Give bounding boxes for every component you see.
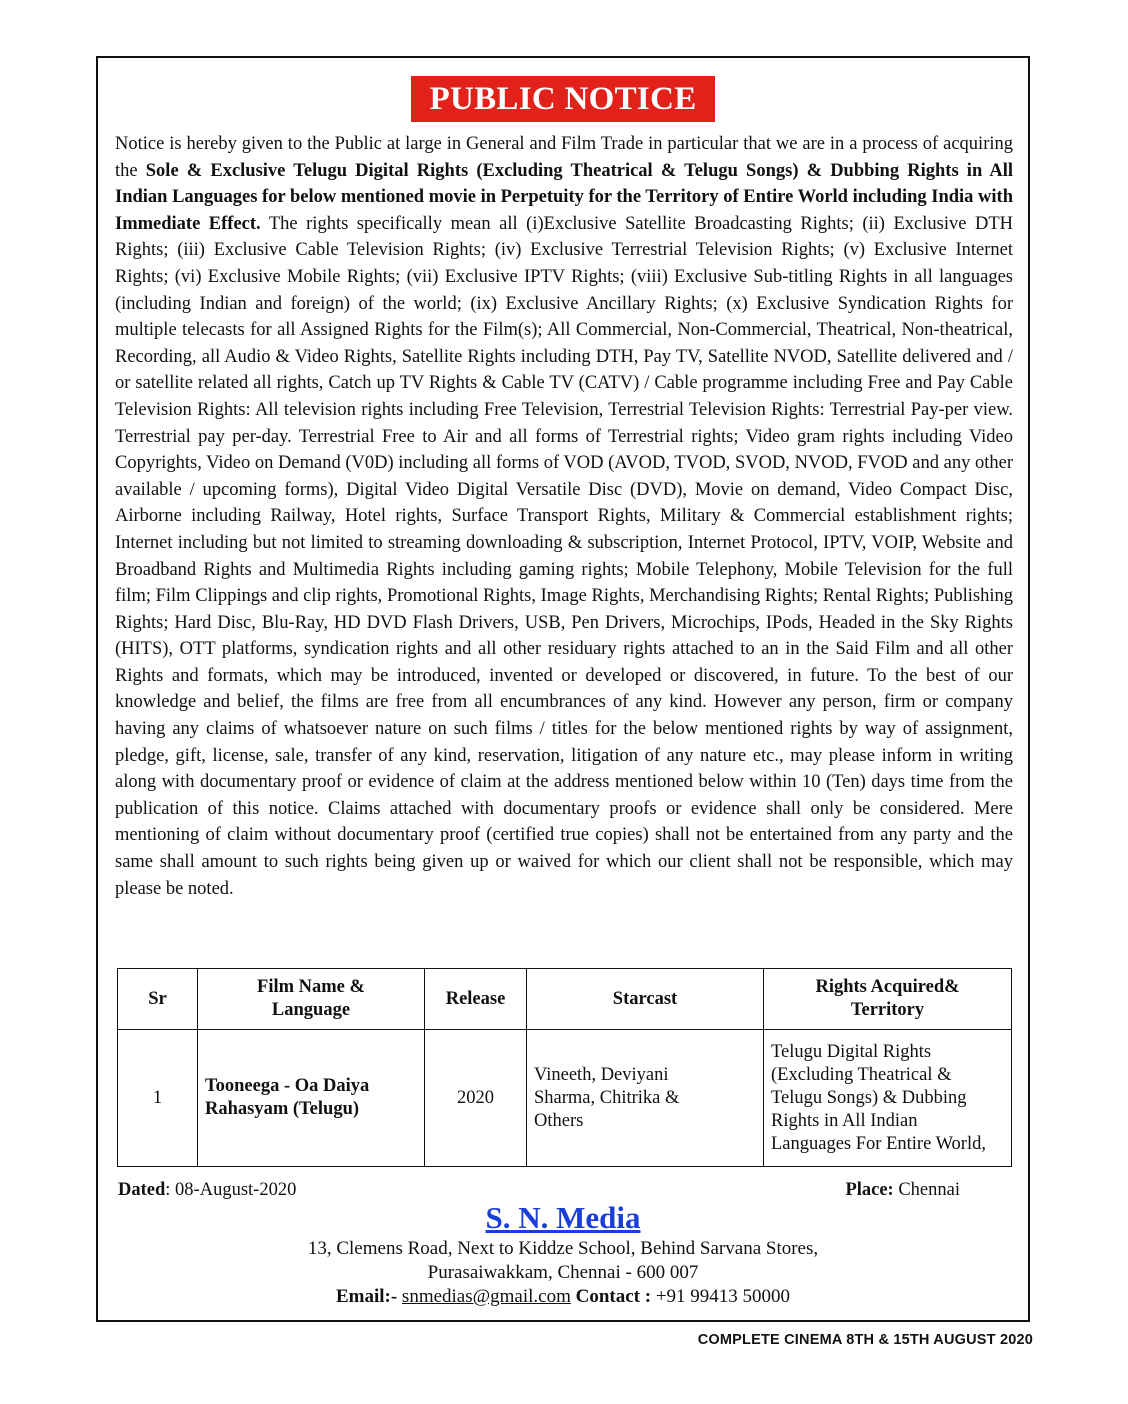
- header-film-line1: Film Name &: [257, 977, 365, 997]
- place-value: Chennai: [893, 1180, 960, 1200]
- header-film: [198, 969, 425, 1030]
- notice-bold-terms: Sole & Exclusive Telugu Digital Rights (Excluding Theatrical & Telugu Songs) & Dubbing Rights in All Indian Languages for below mentioned movie in Perpetuity for the Territory of Entire World including India with Immediate Effect.: [115, 160, 1013, 234]
- notice-intro: Notice is hereby given to the Public at large in General and Film Trade in particular that we are in a process of acquiring the: [115, 134, 1013, 181]
- cell-rights-line5: Languages For Entire World,: [771, 1133, 986, 1154]
- cell-rights-line2: (Excluding Theatrical &: [771, 1064, 952, 1085]
- dated-value: : 08-August-2020: [165, 1180, 297, 1200]
- dated-label: Dated: [118, 1180, 166, 1200]
- notice-body: [115, 131, 1013, 902]
- cell-rights: [764, 1030, 1012, 1167]
- cell-star-line2: Sharma, Chitrika &: [534, 1087, 680, 1108]
- contact-value: +91 99413 50000: [651, 1286, 791, 1307]
- cell-star-line3: Others: [534, 1110, 584, 1131]
- header-release: Release: [425, 969, 527, 1030]
- cell-film: [198, 1030, 425, 1167]
- cell-rights-line3: Telugu Songs) & Dubbing: [771, 1087, 967, 1108]
- place-label: Place:: [845, 1180, 894, 1200]
- notice-rights-text: The rights specifically mean all (i)Exclusive Satellite Broadcasting Rights; (ii) Exclusive DTH Rights; (iii) Exclusive Cable Television Rights; (iv) Exclusive Terrestrial Television Rights; (v) Exclusive Internet Rights; (vi) Exclusive Mobile Rights; (vii) Exclusive IPTV Rights; (viii) Exclusive Sub-titling Rights in all languages (including Indian and foreign) of the world; (ix) Exclusive Ancillary Rights; (x) Exclusive Syndication Rights for multiple telecasts for all Assigned Rights for the Film(s); All Commercial, Non-Commercial, Theatrical, Non-theatrical, Recording, all Audio & Video Rights, Satellite Rights including DTH, Pay TV, Satellite NVOD, Satellite delivered and / or satellite related all rights, Catch up TV Rights & Cable TV (CATV) / Cable programme including Free and Pay Cable Television Rights: All television rights including Free Television, Terrestrial Television Rights: Terrestrial Pay-per view. Terrestrial pay per-day. Terrestrial Free to Air and all forms of Terrestrial rights; Video gram rights including Video Copyrights, Video on Demand (V0D) including all forms of VOD (AVOD, TVOD, SVOD, NVOD, FVOD and any other available / upcoming forms), Digital Video Digital Versatile Disc (DVD), Movie on demand, Video Compact Disc, Airborne including Railway, Hotel rights, Surface Transport Rights, Military & Commercial establishment rights; Internet including but not limited to streaming downloading & subscription, Internet Protocol, IPTV, VOIP, Website and Broadband Rights and Multimedia Rights including gaming rights; Mobile Telephony, Mobile Television for the full film; Film Clippings and clip rights, Promotional Rights, Image Rights, Merchandising Rights; Rental Rights; Publishing Rights; Hard Disc, Blu-Ray, HD DVD Flash Drivers, USB, Pen Drivers, Microchips, IPods, Headed in the Sky Rights (HITS), OTT platforms, syndication rights and all other residuary rights attached to an in the Said Film and all other Rights and formats, which may be introduced, invented or developed or discovered, in future. To the best of our knowledge and belief, the films are free from all encumbrances of any kind. However any person, firm or company having any claims of whatsoever nature on such films / titles for the below mentioned rights by way of assignment, pledge, gift, license, sale, transfer of any kind, reservation, litigation of any nature etc., may please inform in writing along with documentary proof or evidence of claim at the address mentioned below within 10 (Ten) days time from the publication of this notice. Claims attached with documentary proofs or evidence shall only be considered. Mere mentioning of claim without documentary proof (certified true copies) shall not be entertained from any party and the same shall amount to such rights being given up or waived for which our client shall not be responsible, which may please be noted.: [115, 213, 1013, 899]
- header-sr: Sr: [118, 969, 198, 1030]
- cell-star-line1: Vineeth, Deviyani: [534, 1064, 669, 1085]
- cell-film-line2: Rahasyam (Telugu): [205, 1099, 360, 1119]
- title-wrap: [98, 76, 1028, 122]
- cell-release: 2020: [425, 1030, 527, 1167]
- email-link[interactable]: snmedias@gmail.com: [401, 1286, 571, 1307]
- header-starcast: Starcast: [527, 969, 764, 1030]
- cell-sr: 1: [118, 1030, 198, 1167]
- cell-rights-line1: Telugu Digital Rights: [771, 1041, 932, 1062]
- company-name: S. N. Media: [485, 1200, 641, 1235]
- rights-table: [117, 968, 1012, 1167]
- email-label: Email:-: [335, 1286, 398, 1307]
- cell-film-line1: Tooneega - Oa Daiya: [205, 1076, 370, 1096]
- contact-label: Contact :: [575, 1286, 652, 1307]
- header-rights: [764, 969, 1012, 1030]
- table-header-row: [118, 969, 1012, 1030]
- table-row: [118, 1030, 1012, 1167]
- address-line2: Purasaiwakkam, Chennai - 600 007: [427, 1262, 699, 1283]
- header-rights-line2: Territory: [850, 1000, 925, 1020]
- header-film-line2: Language: [271, 1000, 351, 1020]
- publication-footer: COMPLETE CINEMA 8TH & 15TH AUGUST 2020: [697, 1332, 1033, 1348]
- cell-starcast: [527, 1030, 764, 1167]
- notice-frame: [96, 56, 1030, 1322]
- cell-rights-line4: Rights in All Indian: [771, 1110, 918, 1131]
- notice-title: PUBLIC NOTICE: [411, 76, 714, 122]
- header-rights-line1: Rights Acquired&: [815, 977, 960, 997]
- address-line1: 13, Clemens Road, Next to Kiddze School, Behind Sarvana Stores,: [307, 1238, 819, 1259]
- company-name-wrap: [98, 1196, 1028, 1240]
- contact-line: [98, 1285, 1028, 1309]
